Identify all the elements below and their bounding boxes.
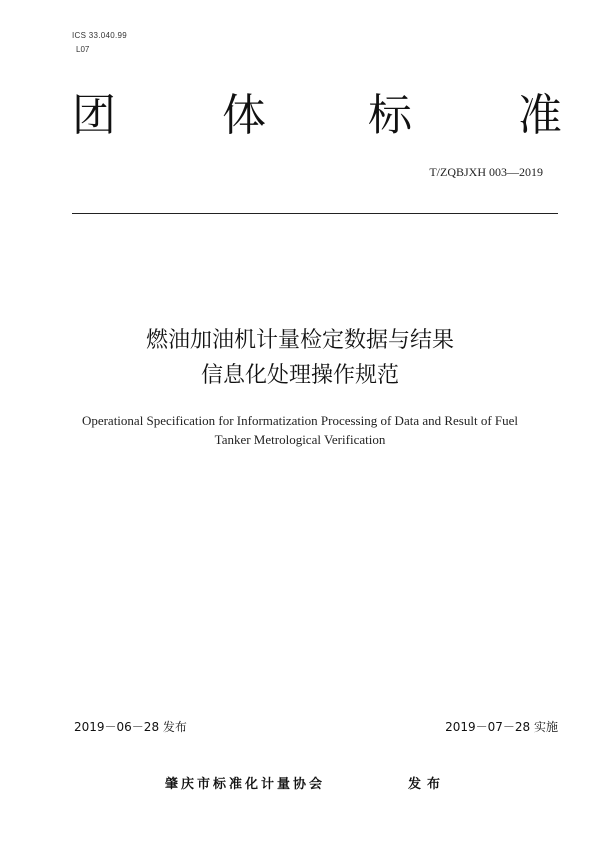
header-divider (72, 213, 558, 214)
standard-type-char-4: 准 (518, 90, 562, 141)
standard-type-heading (72, 90, 562, 142)
title-en-line1: Operational Specification for Informatization Processing of Data and Result of Fuel (81, 413, 519, 428)
issue-date: 2019－06－28 发布 (74, 720, 187, 734)
publish-label: 发布 (408, 777, 447, 792)
standard-type-char-1: 团 (72, 90, 116, 141)
ccs-code: L07 (76, 45, 90, 54)
title-en-line2: Tanker Metrological Verification (214, 432, 386, 447)
publisher-name: 肇庆市标准化计量协会 (165, 777, 326, 792)
implementation-date: 2019－07－28 实施 (445, 720, 558, 734)
ics-code: ICS 33.040.99 (72, 31, 128, 40)
standard-type-char-3: 标 (368, 90, 412, 141)
title-cn-line2: 信息化处理操作规范 (200, 363, 399, 388)
standard-type-char-2: 体 (222, 90, 266, 141)
standard-number: T/ZQBJXH 003—2019 (429, 165, 543, 179)
title-cn-line1: 燃油加油机计量检定数据与结果 (145, 328, 454, 353)
